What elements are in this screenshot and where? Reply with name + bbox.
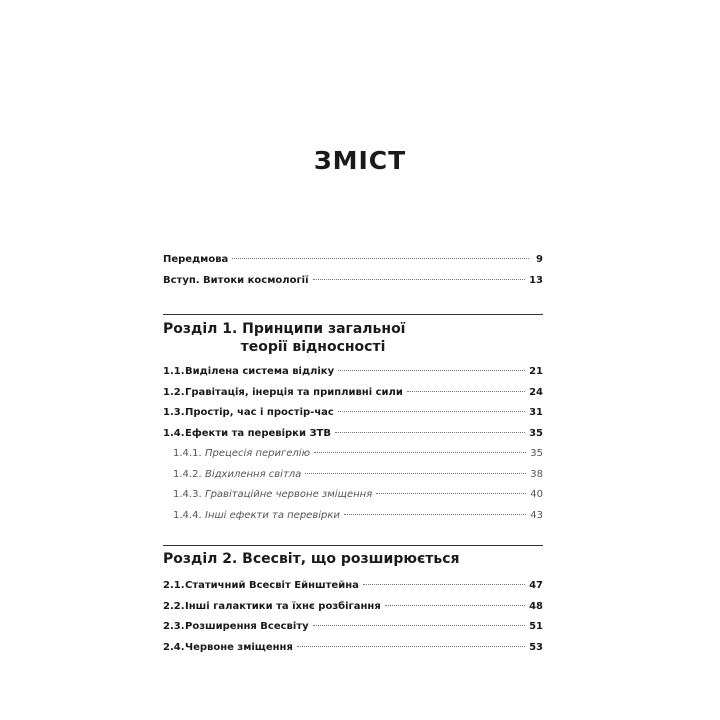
toc-entry-text: Гравітація, інерція та припливні сили [185,386,403,398]
toc-entry-intro[interactable] [163,271,543,292]
toc-entry-page: 9 [536,254,543,265]
toc-entry-page: 47 [529,580,543,591]
toc-entry-number: 1.2. [163,386,185,398]
toc-entry-page: 13 [529,274,543,286]
toc-subentry[interactable] [163,465,543,486]
toc-entry-text: Червоне зміщення [185,641,293,653]
toc-entry-number: 2.3. [163,621,185,632]
toc-subentry-page: 38 [530,468,543,480]
toc-entry-number: 1.1. [163,366,185,377]
front-matter-list [163,250,543,291]
toc-subentry[interactable] [163,444,543,465]
toc-subentry-text: Прецесія перигелію [205,448,310,459]
toc-entry[interactable] [163,576,543,597]
dot-leader [338,411,525,412]
toc-entry-page: 51 [529,621,543,632]
toc-entry[interactable] [163,383,543,404]
toc-entry[interactable] [163,617,543,638]
dot-leader [314,452,526,453]
toc-entry-page: 53 [529,641,543,653]
chapter-2-list [163,576,543,658]
toc-entry-page: 48 [529,600,543,612]
toc-entry[interactable] [163,638,543,659]
dot-leader [297,646,525,647]
dot-leader [313,279,526,280]
toc-entry[interactable] [163,597,543,618]
toc-entry-text: Розширення Всесвіту [185,621,309,632]
dot-leader [338,370,525,371]
toc-subentry-page: 35 [530,448,543,459]
chapter-divider [163,314,543,315]
toc-entry-text: Ефекти та перевірки ЗТВ [185,427,332,439]
toc-entry-number: 1.3. [163,407,185,418]
dot-leader [363,584,525,585]
toc-entry-number: 2.2. [163,600,185,612]
page-title: ЗМІСТ [313,146,407,175]
toc-entry-number: 2.4. [163,641,185,653]
toc-subentry-number: 1.4.3. [173,489,202,500]
dot-leader [305,473,526,474]
chapter-title-line: теорії відносності [240,339,386,355]
toc-entry-text: Вступ. Витоки космології [163,274,309,286]
toc-entry-text: Виділена система відліку [185,366,335,377]
toc-entry-page: 24 [529,386,543,398]
toc-subentry-number: 1.4.2. [173,468,202,480]
dot-leader [385,605,525,606]
toc-entry-text: Простір, час і простір-час [185,407,334,418]
chapter-title-line: Розділ 2. Всесвіт, що розширюється [163,551,460,567]
chapter-title-line: Розділ 1. Принципи загальної [163,321,406,337]
toc-entry-page: 21 [529,366,543,377]
chapter-1-list [163,362,543,526]
toc-entry-number: 1.4. [163,427,185,439]
dot-leader [313,625,525,626]
toc-entry[interactable] [163,403,543,424]
toc-entry-page: 31 [529,407,543,418]
chapter-divider [163,545,543,546]
chapter-1-heading[interactable] [163,320,543,356]
dot-leader [335,432,525,433]
dot-leader [232,258,529,259]
toc-subentry[interactable] [163,485,543,506]
toc-subentry-page: 43 [530,509,543,521]
dot-leader [344,514,526,515]
toc-entry-preface[interactable] [163,250,543,271]
chapter-2-heading[interactable] [163,550,543,568]
toc-entry-text: Статичний Всесвіт Ейнштейна [185,580,359,591]
dot-leader [376,493,526,494]
toc-entry-number: 2.1. [163,580,185,591]
toc-subentry[interactable] [163,506,543,527]
dot-leader [407,391,525,392]
toc-subentry-page: 40 [530,489,543,500]
toc-subentry-number: 1.4.1. [173,448,202,459]
toc-subentry-text: Інші ефекти та перевірки [205,509,340,521]
toc-entry-text: Інші галактики та їхнє розбігання [185,600,381,612]
toc-entry[interactable] [163,424,543,445]
toc-entry[interactable] [163,362,543,383]
toc-subentry-text: Відхилення світла [205,468,302,480]
toc-entry-text: Передмова [163,254,229,265]
toc-subentry-number: 1.4.4. [173,509,202,521]
toc-entry-page: 35 [529,427,543,439]
toc-subentry-text: Гравітаційне червоне зміщення [205,489,373,500]
